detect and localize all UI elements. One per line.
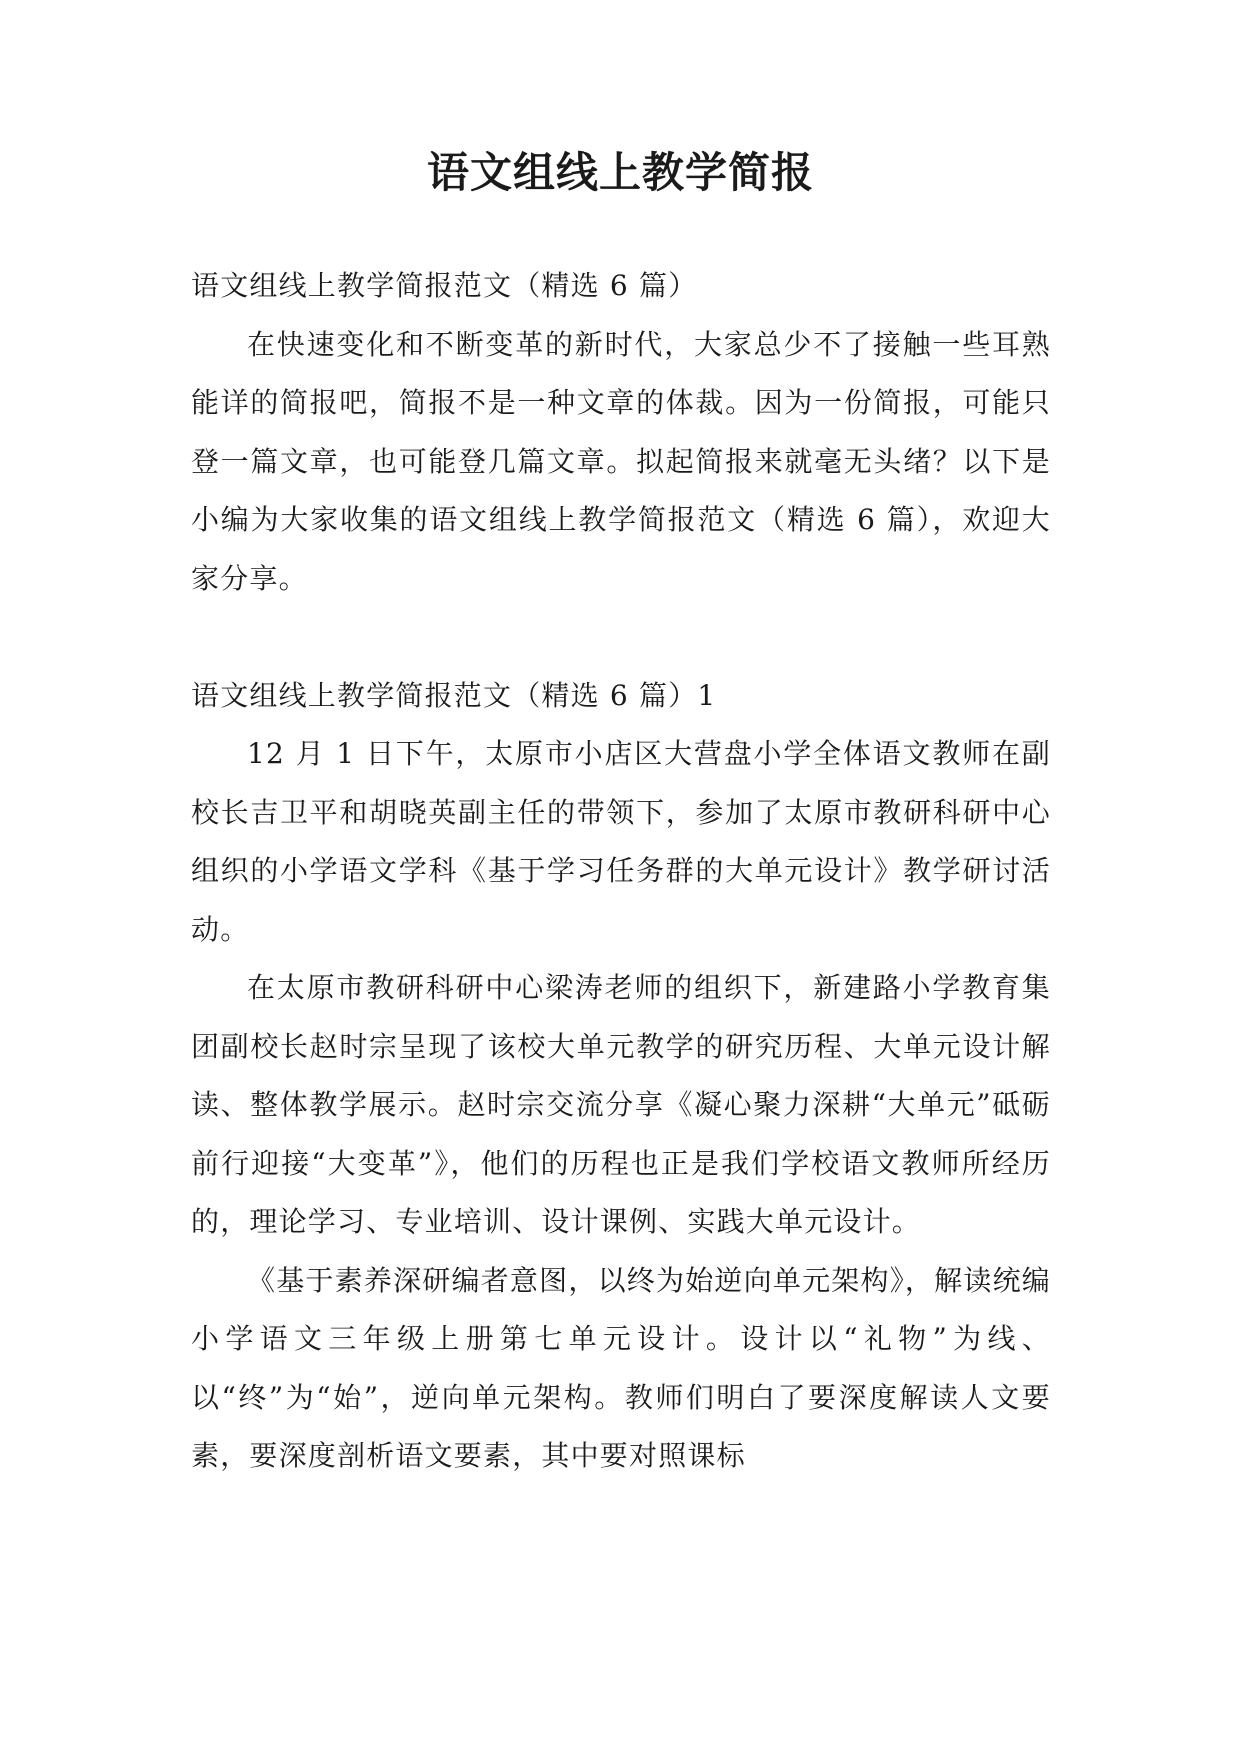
body-paragraph-2: 在太原市教研科研中心梁涛老师的组织下，新建路小学教育集团副校长赵时宗呈现了该校大单元教学的研究历程、大单元设计解读、整体教学展示。赵时宗交流分享《凝心聚力深耕“大单元”砥砺前行迎接“大变革”》，他们的历程也正是我们学校语文教师所经历的，理论学习、专业培训、设计课例、实践大单元设计。 [191, 971, 1051, 1238]
document-body [191, 257, 1051, 1486]
section-spacer [191, 608, 1051, 667]
body-paragraph-1: 12 月 1 日下午，太原市小店区大营盘小学全体语文教师在副校长吉卫平和胡晓英副主任的带领下，参加了太原市教研科研中心组织的小学语文学科《基于学习任务群的大单元设计》教学研讨活动。 [191, 737, 1051, 946]
document-subtitle: 语文组线上教学简报范文（精选 6 篇） [191, 269, 698, 302]
body-paragraph-3: 《基于素养深研编者意图，以终为始逆向单元架构》，解读统编小学语文三年级上册第七单元设计。设计以“礼物”为线、以“终”为“始”，逆向单元架构。教师们明白了要深度解读人文要素，要深度剖析语文要素，其中要对照课标 [191, 1263, 1051, 1472]
document-title: 语文组线上教学简报 [426, 148, 814, 197]
intro-paragraph: 在快速变化和不断变革的新时代，大家总少不了接触一些耳熟能详的简报吧，简报不是一种文章的体裁。因为一份简报，可能只登一篇文章，也可能登几篇文章。拟起简报来就毫无头绪？以下是小编为大家收集的语文组线上教学简报范文（精选 6 篇），欢迎大家分享。 [191, 327, 1051, 595]
section-heading: 语文组线上教学简报范文（精选 6 篇）1 [191, 678, 717, 712]
